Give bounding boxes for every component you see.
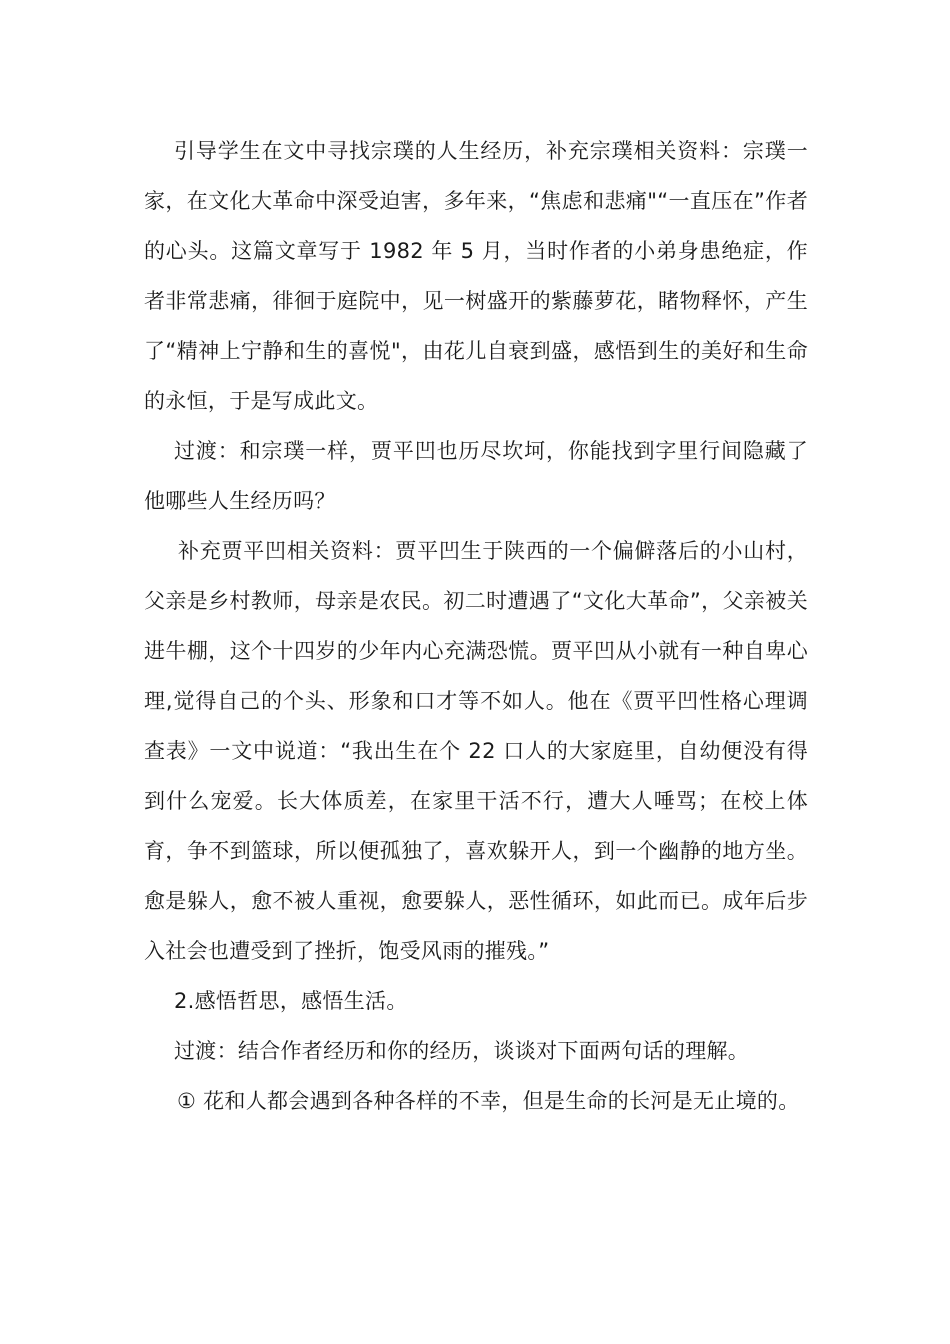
paragraph-zongpu-background: 引导学生在文中寻找宗璞的人生经历，补充宗璞相关资料：宗璞一家，在文化大革命中深受迫害，多年来，“焦虑和悲痛"“一直压在”作者的心头。这篇文章写于 1982 年 5 月，当时作者的小弟身患绝症，作者非常悲痛，徘徊于庭院中，见一树盛开的紫藤萝花，睹物释怀，产生了“精神上宁静和生的喜悦"，由花儿自衰到盛，感悟到生的美好和生命的永恒，于是写成此文。: [144, 139, 808, 413]
section-heading-2: 2.感悟哲思，感悟生活。: [174, 989, 408, 1013]
paragraph-transition-sentences: 过渡：结合作者经历和你的经历，谈谈对下面两句话的理解。: [174, 1039, 750, 1063]
paragraph-transition-jia: 过渡：和宗璞一样，贾平凹也历尽坎坷，你能找到字里行间隐藏了他哪些人生经历吗？: [144, 439, 808, 513]
paragraph-jia-background: 补充贾平凹相关资料：贾平凹生于陕西的一个偏僻落后的小山村，父亲是乡村教师，母亲是农民。初二时遭遇了“文化大革命”，父亲被关进牛棚，这个十四岁的少年内心充满恐慌。贾平凹从小就有一种自卑心理,觉得自己的个头、形象和口才等不如人。他在《贾平凹性格心理调查表》一文中说道：“我出生在个 22 口人的大家庭里，自幼便没有得到什么宠爱。长大体质差，在家里干活不行，遭大人唾骂；在校上体育，争不到篮球，所以便孤独了，喜欢躲开人，到一个幽静的地方坐。愈是躲人，愈不被人重视，愈要躲人，恶性循环，如此而已。成年后步入社会也遭受到了挫折，饱受风雨的摧残。”: [144, 539, 808, 963]
document-body: [144, 126, 808, 1126]
numbered-sentence-1: ① 花和人都会遇到各种各样的不幸，但是生命的长河是无止境的。: [177, 1089, 800, 1113]
